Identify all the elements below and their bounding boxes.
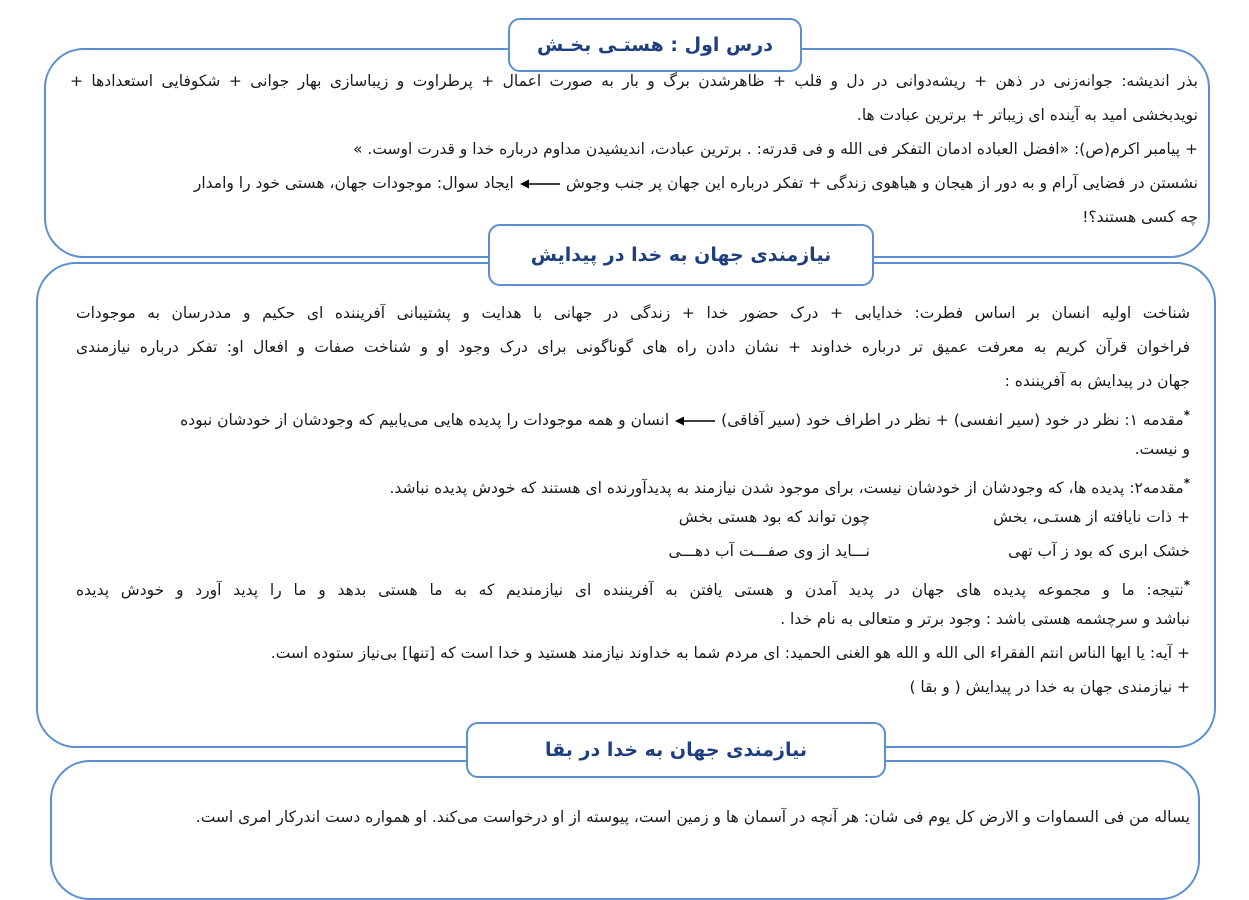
section-3-title: نیازمندی جهان به خدا در بقا	[466, 722, 886, 778]
text-line: فراخوان قرآن کریم به معرفت عمیق تر درباره خداوند + نشان دادن راه های گوناگونی برای درک وجود او و شناخت صفات و افعال او: تفکر درباره نیازمندی	[76, 338, 1190, 356]
text-line: نباشد و سرچشمه هستی باشد : وجود برتر و متعالی به نام خدا .	[780, 610, 1190, 628]
section-1-content	[70, 64, 1198, 234]
text-segment: انسان و همه موجودات را پدیده هایی می‌یابیم که وجودشان از خودشان نبوده	[180, 411, 670, 430]
section-2-title: نیازمندی جهان به خدا در پیدایش	[488, 224, 874, 286]
section-1-title: درس اول : هستـی بخـش	[508, 18, 802, 72]
text-segment: مقدمه۲: پدیده ها، که وجودشان از خودشان نیست، برای موجود شدن نیازمند به پدیدآورنده ای هستند که خودش پدیده نباشد.	[389, 479, 1184, 498]
text-segment: مقدمه ۱: نظر در خود (سیر انفسی) + نظر در اطراف خود (سیر آفاقی)	[721, 411, 1184, 430]
poem-hemistich: نـــاید از وی صفـــت آب دهـــی	[668, 542, 870, 560]
text-line: + نیازمندی جهان به خدا در پیدایش ( و بقا )	[909, 678, 1190, 696]
text-line: بذر اندیشه: جوانه‌زنی در ذهن + ریشه‌دوانی در دل و قلب + ظاهرشدن برگ و بار به صورت اعمال + پرطراوت و زیباسازی بهار جوانی + شکوفایی استعدادها +	[70, 72, 1198, 90]
section-2-content	[76, 296, 1190, 704]
bullet-star: *	[1183, 408, 1190, 422]
poem-hemistich: چون تواند که بود هستی بخش	[678, 508, 870, 526]
text-line: شناخت اولیه انسان بر اساس فطرت: خدایابی + درک حضور خدا + زندگی در جهانی با هدایت و پشتیبانی آفریننده ای حکیم و مددرسان به موجودات	[76, 304, 1190, 322]
text-line: و نیست.	[1134, 440, 1190, 458]
text-line-with-arrow	[76, 398, 1190, 432]
text-line: جهان در پیدایش به آفریننده :	[1004, 372, 1190, 390]
text-line	[76, 466, 1190, 500]
text-line-with-arrow	[70, 166, 1198, 200]
text-line: + پیامبر اکرم(ص): «افضل العباده ادمان التفکر فی الله و فی قدرته: . برترین عبادت، اندیشیدن مداوم درباره خدا و قدرت اوست. »	[353, 140, 1198, 158]
bullet-star: *	[1183, 578, 1190, 592]
arrow-left-icon	[520, 178, 560, 190]
text-line: چه کسی هستند؟!	[1082, 208, 1198, 226]
text-line: یساله من فی السماوات و الارض کل یوم فی شان: هر آنچه در آسمان ها و زمین است، پیوسته از او درخواست می‌کند. او همواره دست اندرکار امری است.	[195, 808, 1190, 826]
text-segment: نتیجه: ما و مجموعه پدیده های جهان در پدید آمدن و هستی یافتن به آفریننده ای نیازمندیم که به ما هستی بدهد و ما را پدید آورد و خودش پدیده	[76, 581, 1184, 600]
text-line: نویدبخشی امید به آینده ای زیباتر + برترین عبادت ها.	[856, 106, 1198, 124]
text-segment: ایجاد سوال: موجودات جهان، هستی خود را وامدار	[193, 174, 514, 192]
text-line	[76, 568, 1190, 602]
text-segment: نشستن در فضایی آرام و به دور از هیجان و هیاهوی زندگی + تفکر درباره این جهان پر جنب وجوش	[565, 174, 1198, 192]
text-line: + آیه: یا ایها الناس انتم الفقراء الی الله و الله هو الغنی الحمید: ای مردم شما به خداوند نیازمند هستید و خدا است که [تنها] بی‌نیاز ستوده است.	[270, 644, 1190, 662]
arrow-left-icon	[675, 415, 715, 427]
poem-line	[76, 500, 1190, 534]
poem-hemistich: + ذات نایافته از هستـی، بخش	[993, 508, 1190, 526]
poem-line	[76, 534, 1190, 568]
bullet-star: *	[1183, 476, 1190, 490]
section-3-content	[100, 800, 1190, 834]
poem-hemistich: خشک ابری که بود ز آب تهی	[1008, 542, 1190, 560]
